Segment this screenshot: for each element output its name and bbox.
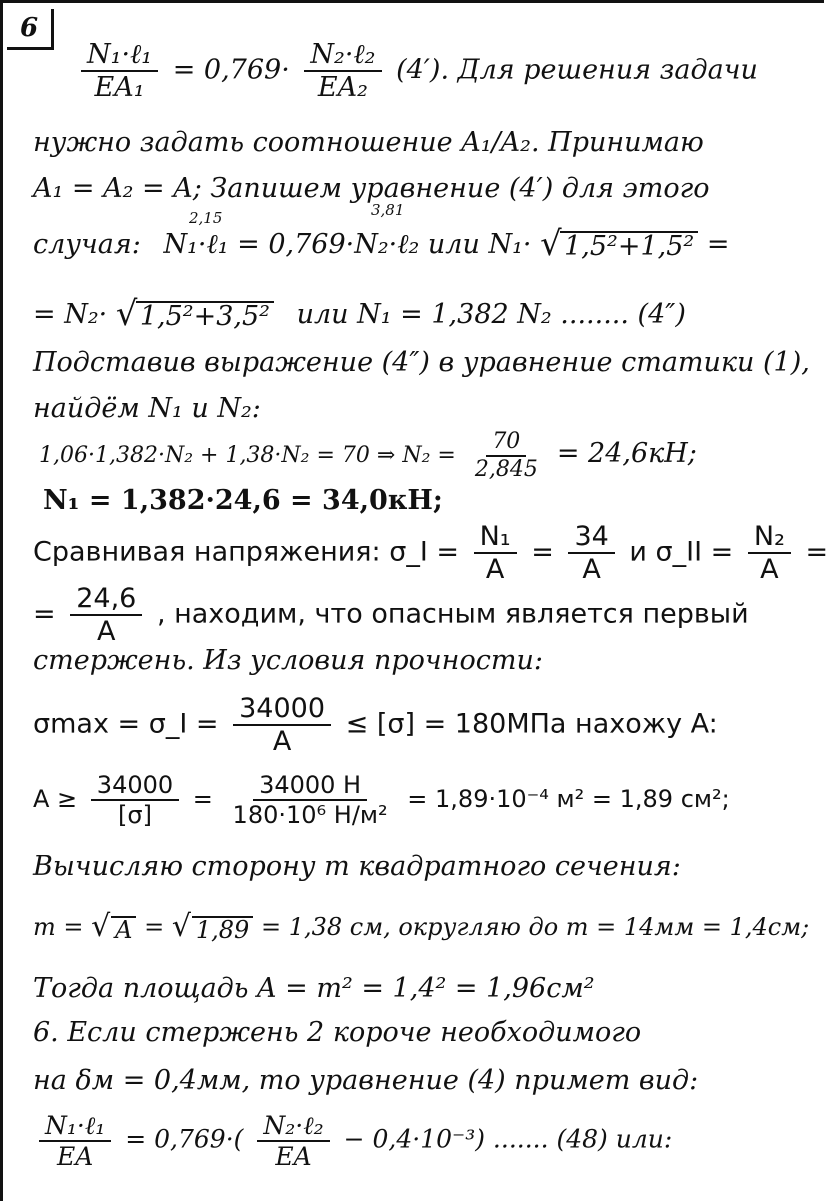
line-12: стержень. Из условия прочности: [33,645,543,676]
sqrt-expression-2: √ 1,5²+3,5² [116,301,274,330]
line-15: Вычисляю сторону m квадратного сечения: [33,851,681,882]
line-1: $\frac{\text{N₁·ℓ₁}}{\text{EA₁}}$ = 0,769· $\frac{\text{N₂·ℓ₂}}{\text{EA₂}}$ (4′). Для решения задачи [75,41,758,101]
line-19: на δм = 0,4мм, то уравнение (4) примет вид: [33,1065,699,1096]
note-l2-length: 3,81 [371,201,405,219]
line-17: Тогда площадь A = m² = 1,4² = 1,96см² [33,973,595,1004]
line-2: нужно задать соотношение A₁/A₂. Принимаю [33,127,704,158]
line-11: = $\frac{24,6}{A}$ , находим, что опасным является первый [33,583,749,647]
note-l1-length: 2,15 [189,209,223,227]
fraction-34000-over-sigma: $\frac{34000}{[\sigma]}$ [91,773,179,827]
fraction-n2l2-over-ea: $\frac{\text{N₂·ℓ₂}}{EA}$ [257,1113,329,1169]
fraction-n2l2-over-ea2: $\frac{\text{N₂·ℓ₂}}{\text{EA₂}}$ [304,41,381,101]
line-13: σmax = σ_I = $\frac{34000}{A}$ ≤ [σ] = 180МПа нахожу A: [33,693,718,757]
line-9: N₁ = 1,382·24,6 = 34,0кН; [43,485,443,516]
sqrt-a: √ A [91,916,136,942]
line-10: Сравнивая напряжения: σ_I = $\frac{\text{N₁}}{A}$ = $\frac{34}{A}$ и σ_II = $\frac{\text{N₂}}{A}$ = [33,521,828,585]
fraction-70-over-2845: $\frac{70}{2,845}$ [474,429,538,482]
line-14: A ≥ $\frac{34000}{[\sigma]}$ = $\frac{34000 Н}{\text{180·10⁶ Н/м²}}$ = 1,89·10⁻⁴ м² = 1,89 см²; [33,771,730,829]
sqrt-expression-1: √ 1,5²+1,5² [540,231,698,260]
page-number: 6 [7,9,54,50]
line-4: случая: N₁·ℓ₁ = 0,769·N₂·ℓ₂ или N₁· √ 1,5²+1,5² = [33,231,729,260]
sqrt-189: √ 1,89 [172,916,253,942]
line-18: 6. Если стержень 2 короче необходимого [33,1017,642,1048]
fraction-n1l1-over-ea: $\frac{\text{N₁·ℓ₁}}{EA}$ [39,1113,111,1169]
fraction-34000-over-a: $\frac{34000}{A}$ [233,695,331,755]
line-6: Подставив выражение (4″) в уравнение статики (1), [33,347,810,378]
line-8: 1,06·1,382·N₂ + 1,38·N₂ = 70 ⇒ N₂ = $\frac{70}{2,845}$ = 24,6кН; [39,429,697,482]
fraction-n2-over-a: $\frac{\text{N₂}}{A}$ [748,523,791,583]
fraction-34-over-a: $\frac{34}{A}$ [568,523,614,583]
fraction-246-over-a: $\frac{24,6}{A}$ [70,585,142,645]
fraction-n1-over-a: $\frac{\text{N₁}}{A}$ [474,523,517,583]
fraction-34000n-over-180e6: $\frac{34000 Н}{\text{180·10⁶ Н/м²}}$ [232,771,388,829]
line-20: $\frac{\text{N₁·ℓ₁}}{EA}$ = 0,769·( $\frac{\text{N₂·ℓ₂}}{EA}$ − 0,4·10⁻³) ....... (48) или: [33,1113,672,1169]
line-3: A₁ = A₂ = A; Запишем уравнение (4′) для этого [33,173,710,204]
line-16: m = √ A = √ 1,89 = 1,38 см, округляю до m = 14мм = 1,4см; [33,915,809,942]
line-7: найдём N₁ и N₂: [33,393,261,424]
fraction-n1l1-over-ea1: $\frac{\text{N₁·ℓ₁}}{\text{EA₁}}$ [81,41,158,101]
line-5: = N₂· √ 1,5²+3,5² или N₁ = 1,382 N₂ ........ (4″) [33,301,686,330]
